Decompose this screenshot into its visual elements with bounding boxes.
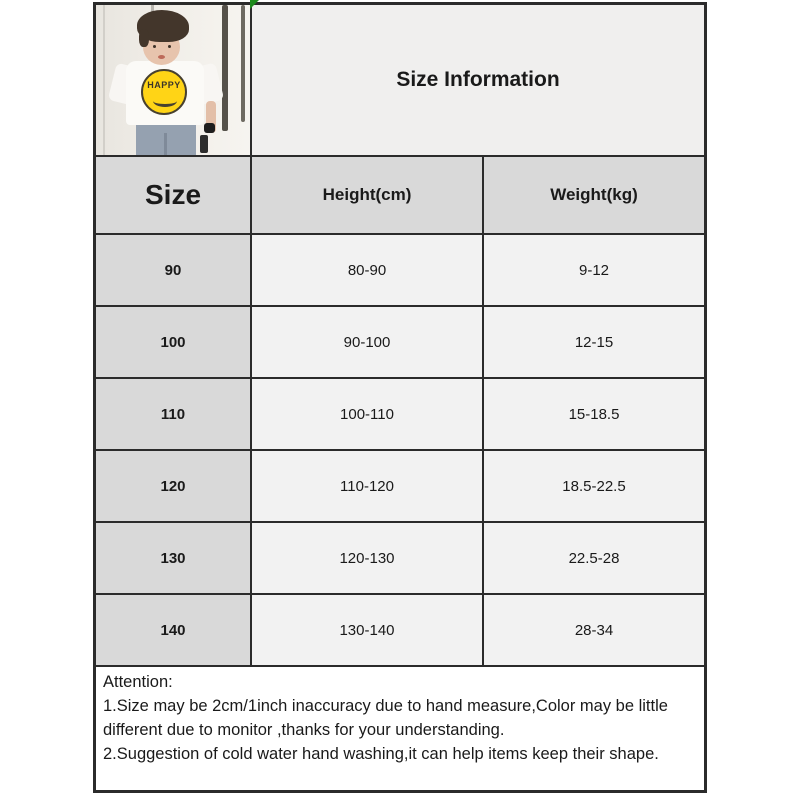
size-value: 130	[96, 523, 250, 593]
boy-lips	[158, 55, 165, 59]
boy-hair	[139, 29, 149, 47]
boy-hand-object	[200, 135, 208, 153]
size-value: 110	[96, 379, 250, 449]
size-value: 140	[96, 595, 250, 665]
boy-eye	[153, 45, 156, 48]
green-corner-marker	[250, 0, 259, 9]
shirt-text: HAPPY	[147, 80, 181, 90]
attention-item: 2.Suggestion of cold water hand washing,it can help items keep their shape.	[103, 745, 659, 763]
height-value: 80-90	[252, 235, 482, 305]
size-information-title-cell	[252, 5, 704, 155]
weight-value: 9-12	[484, 235, 704, 305]
size-value: 100	[96, 307, 250, 377]
attention-note	[96, 667, 704, 790]
boy-eye	[168, 45, 171, 48]
weight-value: 18.5-22.5	[484, 451, 704, 521]
boy-jeans	[164, 133, 167, 155]
happy-smiley-graphic	[141, 69, 187, 115]
height-value: 120-130	[252, 523, 482, 593]
size-value: 90	[96, 235, 250, 305]
door-frame-strip	[222, 5, 228, 131]
column-header-size: Size	[96, 157, 250, 233]
wall-line	[103, 5, 105, 155]
height-value: 90-100	[252, 307, 482, 377]
page-title: Size Information	[396, 68, 560, 91]
product-photo	[96, 5, 250, 155]
height-value: 100-110	[252, 379, 482, 449]
weight-value: 22.5-28	[484, 523, 704, 593]
smiley-mouth	[153, 95, 177, 107]
column-header-weight: Weight(kg)	[484, 157, 704, 233]
attention-item: 1.Size may be 2cm/1inch inaccuracy due to hand measure,Color may be little different due to monitor ,thanks for your understanding.	[103, 697, 668, 739]
size-chart-sheet	[93, 2, 707, 793]
boy-watch	[204, 123, 215, 133]
door-frame-strip	[241, 5, 245, 122]
size-value: 120	[96, 451, 250, 521]
weight-value: 12-15	[484, 307, 704, 377]
weight-value: 28-34	[484, 595, 704, 665]
column-header-height: Height(cm)	[252, 157, 482, 233]
height-value: 130-140	[252, 595, 482, 665]
weight-value: 15-18.5	[484, 379, 704, 449]
attention-title: Attention:	[103, 673, 173, 691]
height-value: 110-120	[252, 451, 482, 521]
